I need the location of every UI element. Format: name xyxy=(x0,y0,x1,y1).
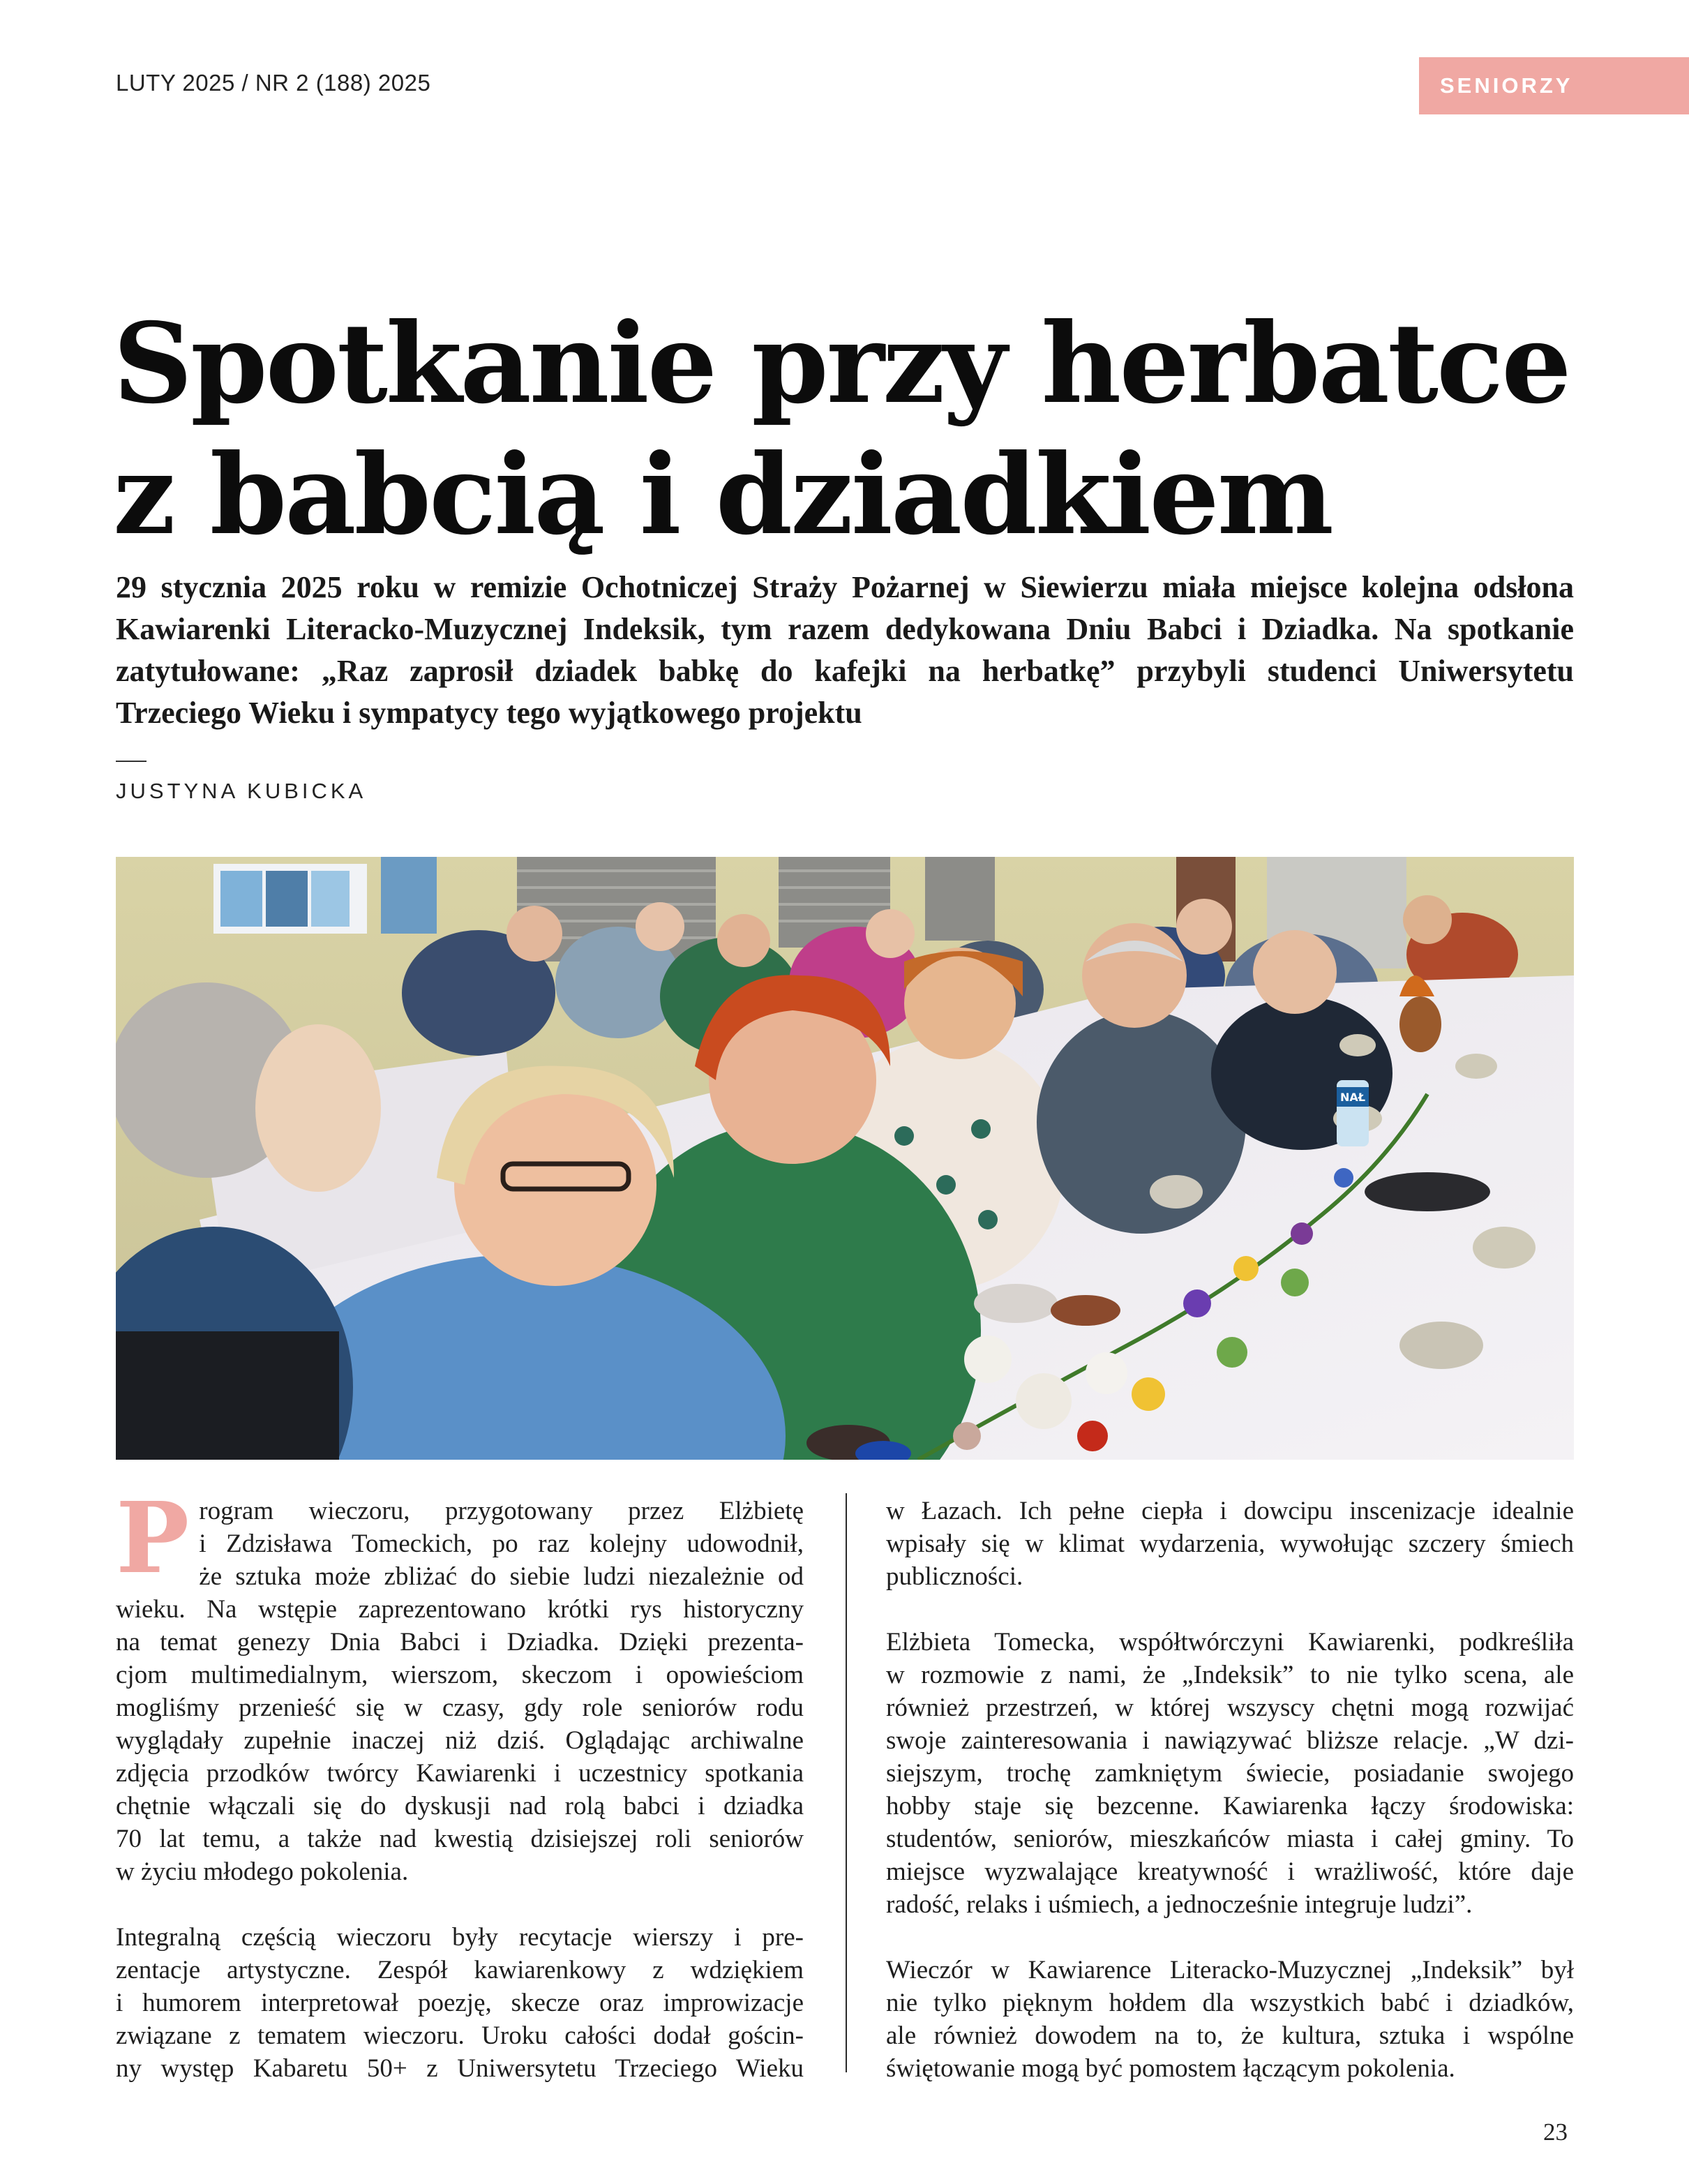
text-line: na temat genezy Dnia Babci i Dziadka. Dzięki prezenta- xyxy=(116,1628,804,1656)
article-lead xyxy=(116,567,1574,734)
paragraph xyxy=(116,1481,804,1888)
byline-divider xyxy=(116,761,147,762)
article-title xyxy=(113,299,1613,561)
article-column-right xyxy=(886,1495,1574,2085)
text-line: Elżbieta Tomecka, współtwórczyni Kawiarenki, podkreśliła xyxy=(886,1628,1574,1656)
text-line: i humorem interpretował poezję, skecze oraz improwizacje xyxy=(116,1989,804,2017)
text-line: również przestrzeń, w której wszyscy chętni mogą rozwijać xyxy=(886,1693,1574,1722)
lead-line: Kawiarenki Literacko-Muzycznej Indeksik, tym razem dedykowana Dniu Babci i Dziadka. Na spotkanie xyxy=(116,612,1574,646)
text-line: związane z tematem wieczoru. Uroku całości dodał gościn- xyxy=(116,2021,804,2050)
text-line: mogliśmy przenieść się w czasy, gdy role seniorów rodu xyxy=(116,1693,804,1722)
text-line: studentów, seniorów, mieszkańców miasta i całej gminy. To xyxy=(886,1825,1574,1853)
article-column-left xyxy=(116,1481,804,2085)
text-line: nie tylko pięknym hołdem dla wszystkich babć i dziadków, xyxy=(886,1989,1574,2017)
paragraph xyxy=(886,1495,1574,1593)
text-line: i Zdzisława Tomeckich, po raz kolejny udowodnił, xyxy=(199,1529,804,1558)
text-line: siejszym, trochę zamkniętym świecie, posiadanie swojego xyxy=(886,1759,1574,1788)
title-line: z babcią i dziadkiem xyxy=(113,431,1332,560)
text-line: Wieczór w Kawiarence Literacko-Muzycznej „Indeksik” był xyxy=(886,1956,1574,1984)
lead-line: 29 stycznia 2025 roku w remizie Ochotniczej Straży Pożarnej w Siewierzu miała miejsce kolejna odsłona xyxy=(116,570,1574,604)
lead-line: zatytułowane: „Raz zaprosił dziadek babkę do kafejki na herbatkę” przybyli studenci Uniwersytetu xyxy=(116,654,1574,688)
text-line: ale również dowodem na to, że kultura, sztuka i wspólne xyxy=(886,2021,1574,2050)
text-line: Integralną częścią wieczoru były recytacje wierszy i pre- xyxy=(116,1923,804,1952)
paragraph xyxy=(886,1954,1574,2085)
text-line: wyglądały zupełnie inaczej niż dziś. Oglądając archiwalne xyxy=(116,1726,804,1755)
text-line: zentacje artystyczne. Zespół kawiarenkowy z wdziękiem xyxy=(116,1956,804,1984)
text-line: ny występ Kabaretu 50+ z Uniwersytetu Trzeciego Wieku xyxy=(116,2054,804,2083)
text-line: rogram wieczoru, przygotowany przez Elżbietę xyxy=(199,1497,804,1525)
drop-cap: P xyxy=(116,1481,190,1596)
text-line: wieku. Na wstępie zaprezentowano krótki rys historyczny xyxy=(116,1595,804,1624)
bottle-label: NAŁ xyxy=(1339,1091,1366,1104)
title-line: Spotkanie przy herbatce xyxy=(113,299,1570,428)
lead-line: Trzeciego Wieku i sympatycy tego wyjątkowego projektu xyxy=(116,696,862,730)
issue-label: LUTY 2025 / NR 2 (188) 2025 xyxy=(116,70,431,96)
text-line: w Łazach. Ich pełne ciepła i dowcipu inscenizacje idealnie xyxy=(886,1497,1574,1525)
text-line: świętowanie mogą być pomostem łączącym pokolenia. xyxy=(886,2054,1455,2083)
page-number: 23 xyxy=(1543,2118,1568,2146)
text-line: publiczności. xyxy=(886,1562,1023,1591)
text-line: hobby staje się bezcenne. Kawiarenka łączy środowiska: xyxy=(886,1792,1574,1820)
text-line: w życiu młodego pokolenia. xyxy=(116,1857,409,1886)
text-line: wpisały się w klimat wydarzenia, wywołując szczery śmiech xyxy=(886,1529,1574,1558)
text-line: swoje zainteresowania i nawiązywać bliższe relacje. „W dzi- xyxy=(886,1726,1574,1755)
author-byline: JUSTYNA KUBICKA xyxy=(116,779,367,803)
column-divider xyxy=(846,1493,847,2072)
text-line: że sztuka może zbliżać do siebie ludzi niezależnie od xyxy=(199,1562,804,1591)
text-line: w rozmowie z nami, że „Indeksik” to nie tylko scena, ale xyxy=(886,1661,1574,1689)
section-tab: SENIORZY xyxy=(1419,57,1689,114)
text-line: radość, relaks i uśmiech, a jednocześnie integruje ludzi”. xyxy=(886,1890,1473,1919)
text-line: chętnie włączali się do dyskusji nad rolą babci i dziadka xyxy=(116,1792,804,1820)
text-line: cjom multimedialnym, wierszom, skeczom i opowieściom xyxy=(116,1661,804,1689)
text-line: zdjęcia przodków twórcy Kawiarenki i uczestnicy spotkania xyxy=(116,1759,804,1788)
article-photo xyxy=(116,857,1574,1460)
text-line: 70 lat temu, a także nad kwestią dzisiejszej roli seniorów xyxy=(116,1825,804,1853)
text-line: miejsce wyzwalające kreatywność i wrażliwość, które daje xyxy=(886,1857,1574,1886)
paragraph xyxy=(886,1626,1574,1921)
paragraph xyxy=(116,1921,804,2085)
